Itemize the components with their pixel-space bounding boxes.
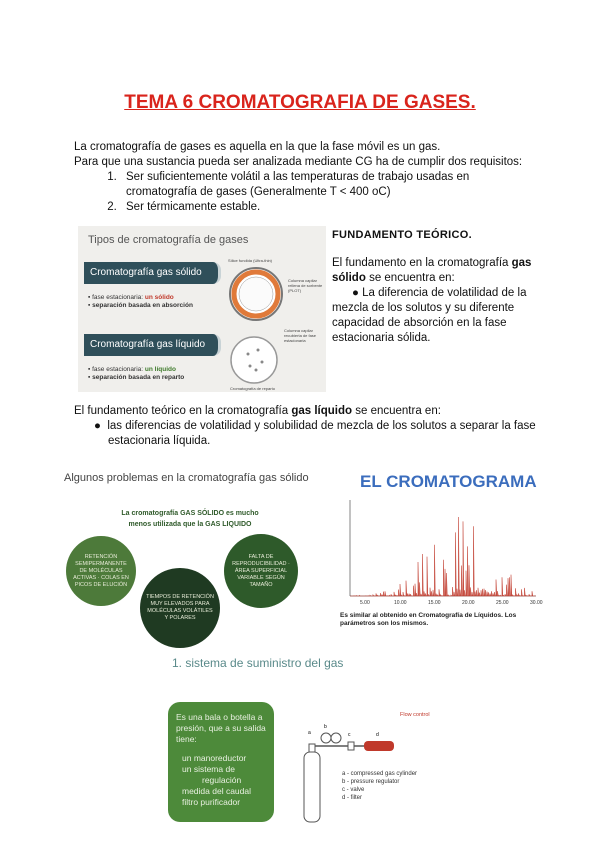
fund-liquido-bullet: ● las diferencias de volatilidad y solubilidad de mezcla de los solutos a separar la fase estacionaria líquida. xyxy=(94,420,536,447)
section-heading: 1. sistema de suministro del gas xyxy=(172,656,344,670)
tipos-figure xyxy=(78,226,326,392)
flow-control-figure xyxy=(298,708,468,826)
cromatograma-title: EL CROMATOGRAMA xyxy=(360,472,537,491)
green-item: filtro purificador xyxy=(182,797,241,807)
page-title: TEMA 6 CROMATOGRAFIA DE GASES. xyxy=(124,92,476,113)
svg-text:b: b xyxy=(324,724,327,730)
cromatograma-caption: Es similar al obtenido en Cromatografía de Líquidos. Los parámetros son los mismos. xyxy=(340,612,517,627)
problem-circle-1: RETENCIÓN SEMIPERMANENTE DE MOLÉCULAS ACTIVAS · COLAS EN PICOS DE ELUCIÓN xyxy=(66,536,136,606)
problemas-title: Algunos problemas en la cromatografía gas sólido xyxy=(64,472,309,484)
fund-liquido-section xyxy=(74,404,544,449)
fundamento-section xyxy=(332,228,532,346)
flow-control-title: Flow control xyxy=(400,712,430,718)
note-3: Columna capilar recubierta de fase estacionaria xyxy=(284,328,317,343)
solid-label: Cromatografía gas sólido xyxy=(84,262,221,284)
green-item: regulación xyxy=(202,775,242,785)
x-tick-label: 30.00 xyxy=(530,600,543,606)
note-1: Sílice fundida (Ultra-thin) xyxy=(228,258,273,263)
flow-legend: a - compressed gas cylinder b - pressure regulator c - valve d - filter xyxy=(342,771,418,801)
wcot-column-diagram xyxy=(228,334,280,386)
svg-text:d: d xyxy=(376,732,379,738)
svg-text:c: c xyxy=(348,732,351,738)
green-info-box xyxy=(168,702,274,822)
liquid-label: Cromatografía gas líquido xyxy=(84,334,221,356)
fundamento-heading: FUNDAMENTO TEÓRICO. xyxy=(332,229,472,241)
requirement-item: 1. Ser suficientemente volátil a las temperaturas de trabajo usadas en cromatografía de gases (Generalmente T < 400 oC) xyxy=(120,170,526,200)
note-4: Cromatografía de reparto xyxy=(230,386,275,391)
requirements-list xyxy=(74,170,526,215)
x-tick-label: 15.00 xyxy=(428,600,441,606)
cromatograma-figure xyxy=(340,470,543,640)
intro-line-1: La cromatografía de gases es aquella en la que la fase móvil es un gas. xyxy=(74,141,441,153)
fund-liquido-p: El fundamento teórico en la cromatografía gas líquido se encuentra en: xyxy=(74,405,441,417)
intro-line-2: Para que una sustancia pueda ser analizada mediante CG ha de cumplir dos requisitos: xyxy=(74,156,523,168)
fundamento-bullet: ● La diferencia de volatilidad de la mezcla de los solutos y su diferente capacidad de absorción en la fase estacionaria sólida. xyxy=(332,287,527,344)
liquid-bullets: ▪ fase estacionaria: un líquido ▪ separación basada en reparto xyxy=(88,366,185,381)
fundamento-p1: El fundamento en la cromatografía gas sólido se encuentra en: xyxy=(332,257,532,284)
green-item: medida del caudal xyxy=(182,786,251,796)
x-tick-label: 10.00 xyxy=(394,600,407,606)
x-tick-label: 5.00 xyxy=(360,600,370,606)
solid-bullets: ▪ fase estacionaria: un sólido ▪ separación basada en absorción xyxy=(88,294,193,309)
green-intro: Es una bala o botella a presión, que a su salida tiene: xyxy=(176,712,266,744)
chromatogram-plot xyxy=(340,496,543,612)
problemas-figure xyxy=(58,470,326,652)
problem-circle-3: FALTA DE REPRODUCIBILIDAD · ÁREA SUPERFICIAL VARIABLE SEGÚN TAMAÑO xyxy=(224,534,298,608)
requirement-item: 2. Ser térmicamente estable. xyxy=(120,200,526,215)
svg-text:a: a xyxy=(308,730,311,736)
plot-column-diagram xyxy=(226,264,286,324)
intro-block xyxy=(74,140,526,215)
green-item: un manoreductor xyxy=(182,753,247,763)
problem-circle-2: TIEMPOS DE RETENCIÓN MUY ELEVADOS PARA MOLÉCULAS VOLÁTILES Y POLARES xyxy=(140,568,220,648)
tipos-figure-title: Tipos de cromatografía de gases xyxy=(88,234,249,246)
problemas-subtitle: La cromatografía GAS SÓLIDO es mucho menos utilizada que la GAS LIQUIDO xyxy=(121,510,259,528)
green-item: un sistema de xyxy=(182,764,235,774)
note-2: Columna capilar rellena de sorbente (PLOT) xyxy=(288,278,323,293)
x-tick-label: 25.00 xyxy=(496,600,509,606)
x-tick-label: 20.00 xyxy=(462,600,475,606)
